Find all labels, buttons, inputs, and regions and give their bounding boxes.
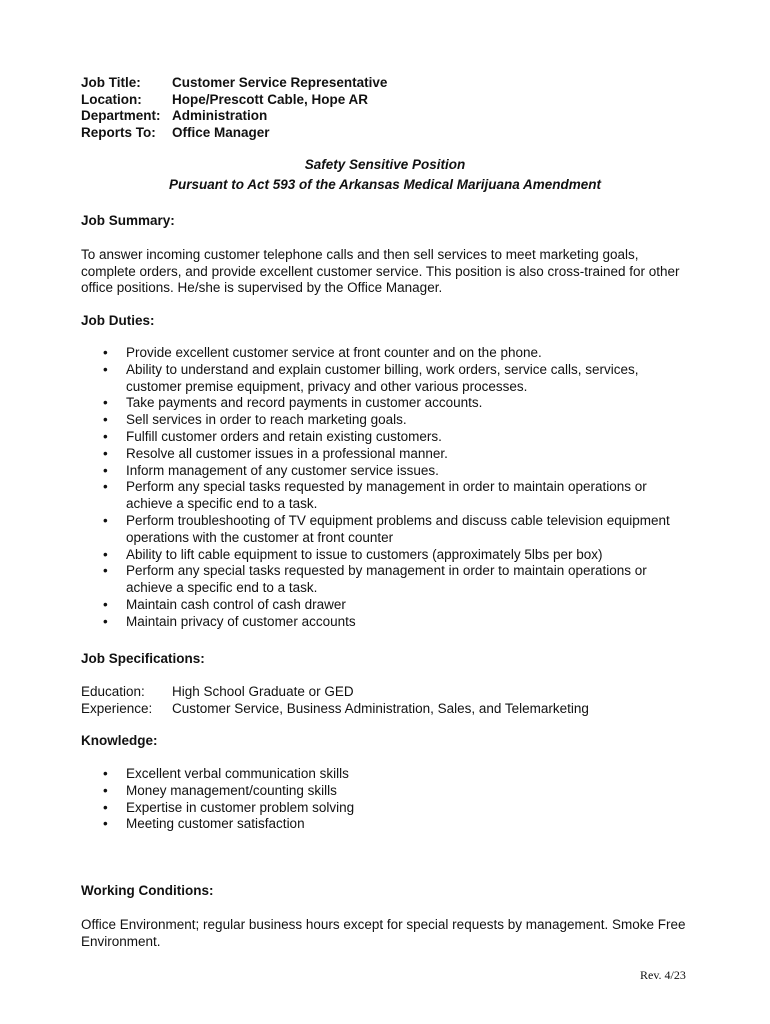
list-item: • Take payments and record payments in customer accounts. [81, 395, 691, 412]
act-593-subtitle: Pursuant to Act 593 of the Arkansas Medical Marijuana Amendment [168, 177, 602, 192]
job-title-row [81, 75, 387, 92]
job-summary-text: To answer incoming customer telephone calls and then sell services to meet marketing goals, complete orders, and provide excellent customer service. This position is also cross-trained for other office positions. He/she is supervised by the Office Manager. [81, 247, 680, 295]
list-item: • Perform any special tasks requested by management in order to maintain operations or achieve a specific end to a task. [81, 563, 691, 597]
list-item: • Perform troubleshooting of TV equipment problems and discuss cable television equipment operations with the customer at front counter [81, 513, 691, 547]
job-specifications-table [81, 684, 589, 717]
experience-label: Experience: [81, 700, 153, 716]
education-row [81, 684, 589, 701]
list-item: • Perform any special tasks requested by management in order to maintain operations or achieve a specific end to a task. [81, 479, 691, 513]
experience-row [81, 701, 589, 718]
list-item: • Fulfill customer orders and retain existing customers. [81, 429, 691, 446]
list-item: • Maintain privacy of customer accounts [81, 614, 691, 631]
list-item: • Meeting customer satisfaction [81, 816, 691, 833]
working-conditions-text: Office Environment; regular business hours except for special requests by management. Smoke Free Environment. [81, 917, 686, 949]
job-title-label: Job Title: [81, 75, 141, 90]
list-item: • Provide excellent customer service at front counter and on the phone. [81, 345, 691, 362]
list-item: • Expertise in customer problem solving [81, 800, 691, 817]
job-title-value: Customer Service Representative [172, 75, 388, 90]
job-summary-heading: Job Summary: [81, 213, 175, 228]
list-item: • Excellent verbal communication skills [81, 766, 691, 783]
location-row [81, 92, 387, 109]
experience-value: Customer Service, Business Administration, Sales, and Telemarketing [172, 700, 589, 716]
department-label: Department: [81, 108, 161, 123]
reports-to-label: Reports To: [81, 124, 156, 140]
job-specifications-heading: Job Specifications: [81, 651, 205, 666]
reports-to-value: Office Manager [172, 124, 270, 140]
knowledge-list [81, 766, 691, 833]
job-duties-heading: Job Duties: [81, 313, 155, 328]
reports-to-row [81, 125, 387, 142]
safety-sensitive-title: Safety Sensitive Position [304, 157, 466, 172]
list-item: • Money management/counting skills [81, 783, 691, 800]
list-item: • Sell services in order to reach marketing goals. [81, 412, 691, 429]
list-item: • Resolve all customer issues in a professional manner. [81, 446, 691, 463]
list-item: • Inform management of any customer service issues. [81, 463, 691, 480]
department-value: Administration [172, 108, 268, 123]
education-label: Education: [81, 684, 145, 699]
education-value: High School Graduate or GED [172, 684, 354, 699]
department-row [81, 108, 387, 125]
location-label: Location: [81, 91, 142, 107]
location-value: Hope/Prescott Cable, Hope AR [172, 91, 369, 107]
job-header [81, 75, 387, 141]
job-duties-list [81, 345, 691, 631]
knowledge-heading: Knowledge: [81, 733, 158, 748]
list-item: • Ability to lift cable equipment to issue to customers (approximately 5lbs per box) [81, 547, 691, 564]
revision-label: Rev. 4/23 [640, 968, 686, 982]
list-item: • Ability to understand and explain customer billing, work orders, service calls, services, customer premise equipment, privacy and other various processes. [81, 362, 691, 396]
working-conditions-heading: Working Conditions: [81, 883, 214, 898]
list-item: • Maintain cash control of cash drawer [81, 597, 691, 614]
